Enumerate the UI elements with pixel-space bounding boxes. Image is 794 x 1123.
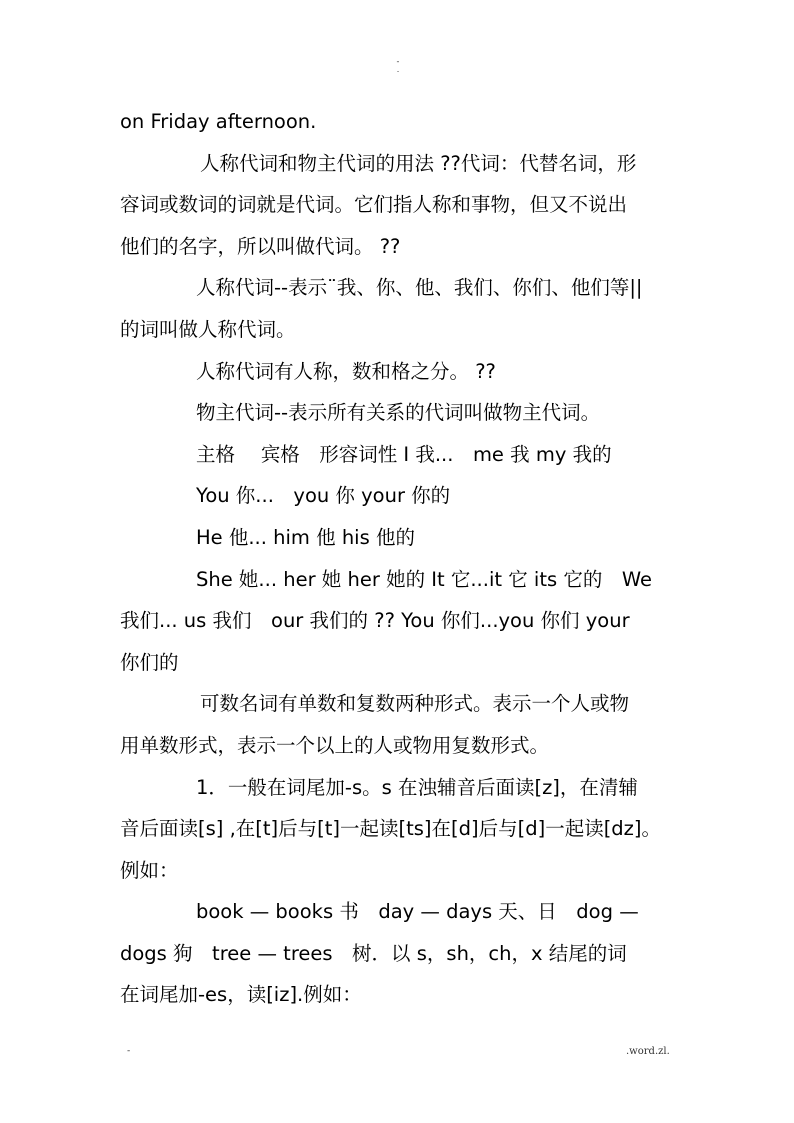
text-line: 你们的: [120, 650, 179, 674]
pronoun-table-line: He 他... him 他 his 他的: [196, 525, 415, 549]
text-line: 音后面读[s] ,在[t]后与[t]一起读[ts]在[d]后与[d]一起读[dz]。: [120, 817, 662, 841]
text-line: 的词叫做人称代词。: [120, 317, 296, 341]
example-line: book — books 书 day — days 天、日 dog —: [196, 900, 639, 924]
footer-watermark-text: .word.zl.: [626, 1046, 670, 1057]
body-text: [120, 101, 700, 1016]
pronoun-table-line: She 她... her 她 her 她的 It 它...it 它 its 它的 We: [196, 567, 652, 591]
paragraph-start: 物主代词--表示所有关系的代词叫做物主代词。: [196, 401, 601, 425]
header-mark-dot: .: [396, 65, 400, 74]
paragraph-start: 人称代词和物主代词的用法 ??代词：代替名词，形: [200, 151, 637, 175]
text-line: 容词或数词的词就是代词。它们指人称和事物，但又不说出: [120, 193, 628, 217]
text-line: on Friday afternoon.: [120, 110, 317, 133]
rule-item: 1．一般在词尾加-s。s 在浊辅音后面读[z]，在清辅: [196, 775, 638, 799]
text-line: 例如：: [120, 858, 179, 882]
paragraph-start: 人称代词--表示¨我、你、他、我们、你们、他们等||: [196, 276, 643, 300]
text-line: 我们... us 我们 our 我们的 ?? You 你们...you 你们 your: [120, 609, 630, 633]
pronoun-table-line: 主格 宾格 形容词性 I 我... me 我 my 我的: [196, 442, 612, 466]
text-line: 在词尾加-es，读[iz].例如：: [120, 983, 362, 1007]
paragraph-start: 可数名词有单数和复数两种形式。表示一个人或物: [200, 692, 630, 716]
text-line: 用单数形式，表示一个以上的人或物用复数形式。: [120, 733, 550, 757]
pronoun-table-line: You 你... you 你 your 你的: [196, 484, 451, 508]
text-line: 他们的名字，所以叫做代词。 ??: [120, 234, 401, 258]
footer-left-mark: -: [127, 1046, 131, 1056]
paragraph-start: 人称代词有人称，数和格之分。 ??: [196, 359, 496, 383]
header-mark: [392, 58, 404, 74]
header-mark-dash: -: [396, 57, 400, 66]
example-line: dogs 狗 tree — trees 树．以 s，sh，ch，x 结尾的词: [120, 941, 627, 965]
